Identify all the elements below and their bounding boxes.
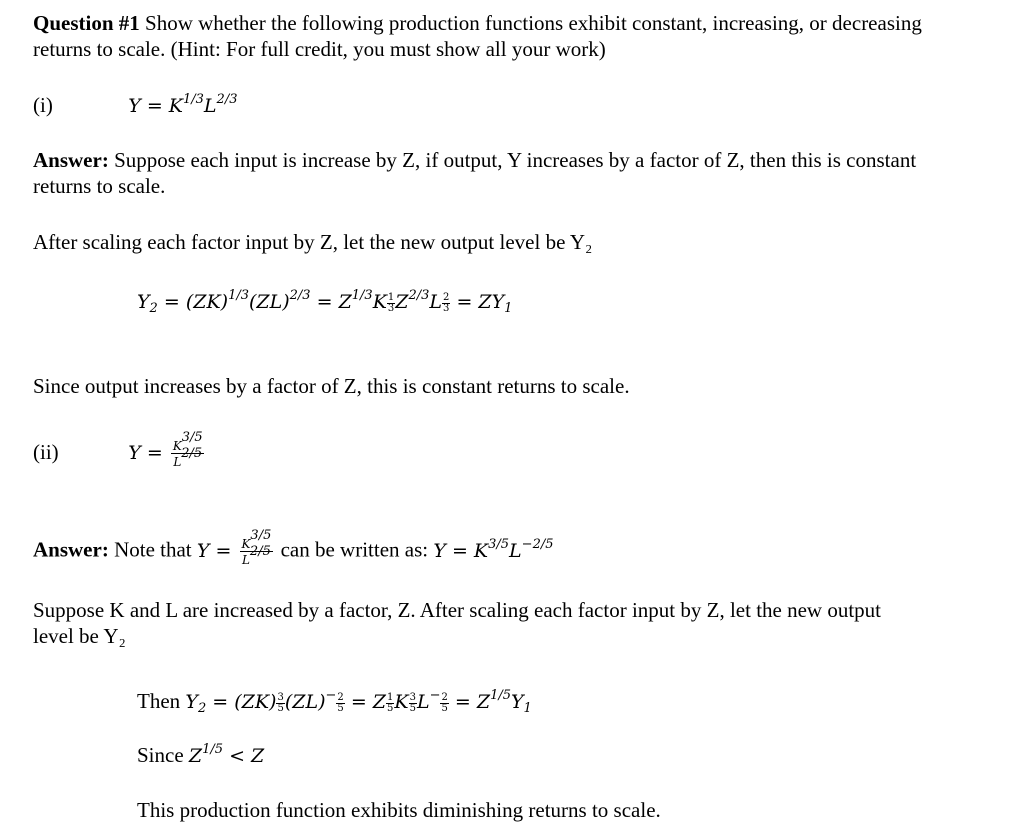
part-ii-answer: Answer: Note that Y = $\frac{K^{3/5}}{L^{2/5}}$ can be written as: $Y = K^{3/5}L^{-2/5}$ (33, 528, 554, 567)
part-ii-answer-label: Answer: (33, 537, 109, 562)
question-title: Question #1 (33, 11, 140, 35)
part-ii-rewritten: $Y = K^{3/5}L^{-2/5}$ (433, 536, 554, 562)
part-i-label: (i) (33, 93, 53, 117)
part-ii-since-row (137, 742, 1004, 769)
part-ii-derivation: $Y_2 = (ZK)$ $\frac{3}{5}$ (ZL)− $\frac{2}{5}$ = Z $\frac{1}{5}$ K $\frac{3}{5}$ L− $\frac{2}{5}$ = $Z^{1/5}Y_1$ (185, 688, 532, 716)
part-ii-since-expr: $Z^{1/5} < Z$ (188, 742, 265, 767)
question-text: Show whether the following production functions exhibit constant, increasing, or decreasing returns to scale. (Hint: For full credit, you must show all your work) (33, 11, 922, 61)
part-ii-conclusion: This production function exhibits diminishing returns to scale. (137, 798, 661, 822)
part-i-conclusion: Since output increases by a factor of Z, this is constant returns to scale. (33, 374, 630, 398)
part-i-answer-text: Suppose each input is increase by Z, if output, Y increases by a factor of Z, then this is constant returns to scale. (33, 148, 917, 198)
part-i-scaling-text: After scaling each factor input by Z, let the new output level be Y₂ (33, 230, 593, 254)
part-ii-answer-note: Note that (114, 537, 192, 562)
part-i-answer (33, 147, 964, 199)
part-ii-label: (ii) (33, 439, 59, 464)
part-ii-equation: Y = $\frac{K^{3/5}}{L^{2/5}}$ (128, 430, 203, 469)
part-i-answer-label: Answer: (33, 148, 109, 172)
part-ii-since-label: Since (137, 743, 184, 767)
part-i-equation-row (0, 92, 1004, 119)
part-i-equation: $Y = K^{1/3}L^{2/3}$ (128, 92, 238, 117)
question-prompt (33, 10, 944, 62)
part-ii-answer-mid: can be written as: (280, 537, 429, 562)
part-ii-equation-row (0, 430, 1004, 469)
part-ii-suppose-text: Suppose K and L are increased by a factor, Z. After scaling each factor input by Z, let the new output level be Y₂ (33, 598, 881, 648)
part-ii-then-label: Then (137, 689, 181, 713)
part-ii-derivation-row (137, 688, 1004, 715)
part-i-derivation: $Y_2 = (ZK)^{1/3}(ZL)^{2/3} = Z^{1/3}K$ $\frac{1}{3}$ $Z^{2/3}L$ $\frac{2}{3}$ = $ZY_1$ (137, 288, 513, 316)
